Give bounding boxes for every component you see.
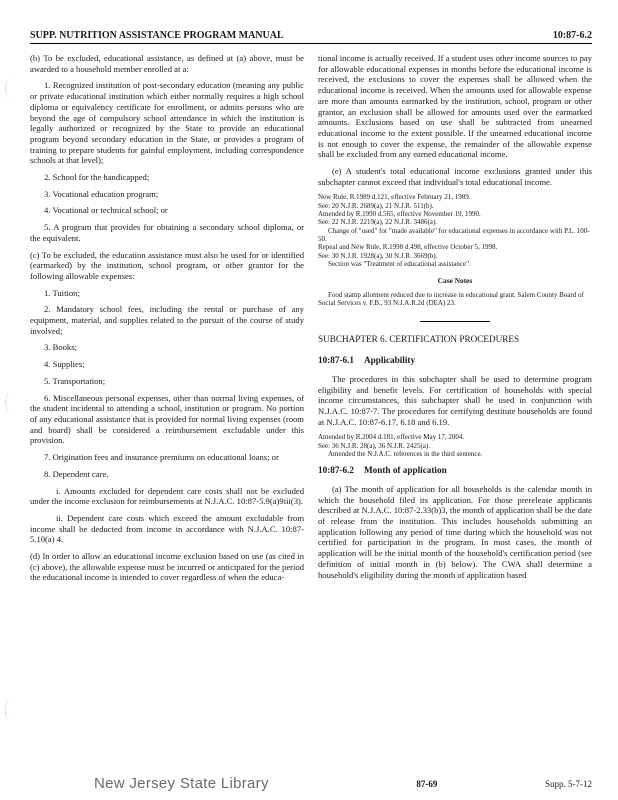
binding-mark [5,78,16,98]
paragraph: 3. Vocational education program; [44,188,159,199]
left-column [30,53,304,589]
section-body: The procedures in this subchapter shall be used to determine program eligibility and benefit levels. For certification of households with special income circumstances, this subchapter shall be used in conjunction with N.J.A.C. 10:87-7. The procedures for certifying destitute households are found at N.J.A.C. 10:87-6.17, 6.18 and 6.19. [318,373,592,427]
case-notes-heading: Case Notes [437,276,473,286]
paragraph: (e) A student's total educational income exclusions granted under this subchapter cannot exceed that individual's total educational income. [318,166,592,187]
section-body: (a) The month of application for all households is the calendar month in which the household filed its application. For those prerelease applicants described at N.J.A.C. 10:87-2.33(b)3, the month of application shall be the date of release from the institution. This includes households submitting an application following any period of time during which the household was not certified for participation in the program. In most cases, the month of application will be the initial month of the household's certification period (see definition of initial month in (b) below). The CWA shall determine a household's eligibility during the month of application based [318,483,592,580]
page-footer [30,775,592,792]
paragraph: 1. Recognized institution of post-secondary education (meaning any public or private educational institution which either normally requires a high school diploma or equivalency certificate for enrollment, or admits persons who are beyond the age of compulsory school attendance in which the institution is legally authorized or recognized by the State to provide an educational program beyond secondary education in the State, or provides a program of training to prepare students for gainful employment, including correspondence schools at that level); [30,80,304,166]
history-line: See: 20 N.J.R. 2689(a), 21 N.J.R. 511(b). [318,201,434,210]
history-line: New Rule, R.1989 d.121, effective February 21, 1989. [318,193,471,202]
supplement-date: Supp. 5-7-12 [544,778,592,789]
paragraph: 2. Mandatory school fees, including the rental or purchase of any equipment, material, and supplies related to the pursuit of the course of study involved; [30,304,304,336]
history-line: See: 30 N.J.R. 1928(a), 30 N.J.R. 3669(b). [318,251,438,260]
history-line: Section was "Treatment of educational assistance". [328,259,471,268]
header-section: 10:87-6.2 [552,30,592,41]
paragraph: 2. School for the handicapped; [44,172,150,183]
paragraph: 4. Vocational or technical school; or [44,205,168,216]
history-line: Repeal and New Rule, R.1998 d.498, effective October 5, 1998. [318,243,498,252]
section-divider [420,321,490,322]
section-title: Applicability [363,355,416,366]
right-column [318,53,592,589]
history-line: Amended the N.J.A.C. references in the third sentence. [328,449,483,458]
section-heading-6-2 [318,465,592,476]
section-number: 10:87-6.1 [318,355,354,366]
section-title: Month of application [363,465,447,476]
history-line: Change of "used" for "made available" for educational expenses in accordance with P.L. 100-50. [318,226,590,243]
library-logo: New Jersey State Library [94,775,269,792]
history-line: See: 36 N.J.R. 28(a), 36 N.J.R. 2425(a). [318,441,430,450]
paragraph: 8. Dependent care. [44,468,109,479]
header-title: SUPP. NUTRITION ASSISTANCE PROGRAM MANUAL [30,30,284,41]
history-notes [318,193,592,268]
case-notes-text: Food stamp allotment reduced due to increase in educational grant. Salem County Board of Social Services v. F.B., 93 N.J.A.R.2d (DEA) 23. [318,290,584,308]
history-notes-2 [318,433,592,458]
paragraph: i. Amounts excluded for dependent care costs shall not be excluded under the income exclusion for reimbursements at N.J.A.C. 10:87-5.9(a)9iii(3). [30,485,304,507]
exclusions-continued [318,53,592,187]
two-column-body [30,53,592,589]
paragraph: tional income is actually received. If a student uses other income sources to pay for allowable educational expenses in months before the educational income is received, the exclusions to cover the expenses shall be allowed when the educational income is received. When the amounts used for allowable expense are more than amounts earmarked by the institution, school, program or other grantor, an exclusion shall be allowed for amounts used over the earmarked amounts. Exclusions based on use shall be subtracted from unearned educational income to the extent possible. If the unearned educational income is not enough to cover the expense, the remainder of the allowable expense shall be excluded from any earned educational income. [318,53,592,160]
paragraph: 5. A program that provides for obtaining a secondary school diploma, or the equivalent. [30,222,304,243]
history-line: Amended by R.2004 d.181, effective May 17, 2004. [318,433,465,442]
history-line: Amended by R.1990 d.565, effective November 19, 1990. [318,210,481,219]
running-header [30,30,592,44]
paragraph: 7. Origination fees and insurance premiums on educational loans; or [44,452,279,463]
paragraph: 4. Supplies; [44,359,85,370]
paragraph: (b) To be excluded, educational assistance, as defined at (a) above, must be awarded to a household member enrolled at a: [30,53,304,74]
paragraph: 6. Miscellaneous personal expenses, other than normal living expenses, of the student incidental to attending a school, institution or program. No portion of any educational assistance that is provided for normal living expenses (room and board) shall be considered a reimbursement excludable under this provision. [30,392,304,446]
paragraph: 1. Tuition; [44,287,80,298]
history-line: See: 22 N.J.R. 2219(a), 22 N.J.R. 3486(a). [318,218,437,227]
paragraph: 3. Books; [44,342,77,353]
section-heading-6-1 [318,355,592,366]
paragraph: (d) In order to allow an educational income exclusion based on use (as cited in (c) above), the allowable expense must be incurred or anticipated for the period the educational income is intended to cover regardless of when the educa- [30,551,304,583]
binding-mark [5,700,16,720]
paragraph: (c) To be excluded, the education assistance must also be used for or identified (earmarked) by the institution, school program, or other grantor for the following allowable expenses: [30,249,304,281]
subchapter-title: SUBCHAPTER 6. CERTIFICATION PROCEDURES [318,334,520,345]
page-number: 87-69 [416,778,438,789]
paragraph: 5. Transportation; [44,375,106,386]
paragraph: ii. Dependent care costs which exceed the amount excludable from income shall be deducted from income in accordance with N.J.A.C. 10:87-5.10(a) 4. [30,512,304,545]
binding-mark [5,392,16,412]
section-number: 10:87-6.2 [318,465,354,476]
